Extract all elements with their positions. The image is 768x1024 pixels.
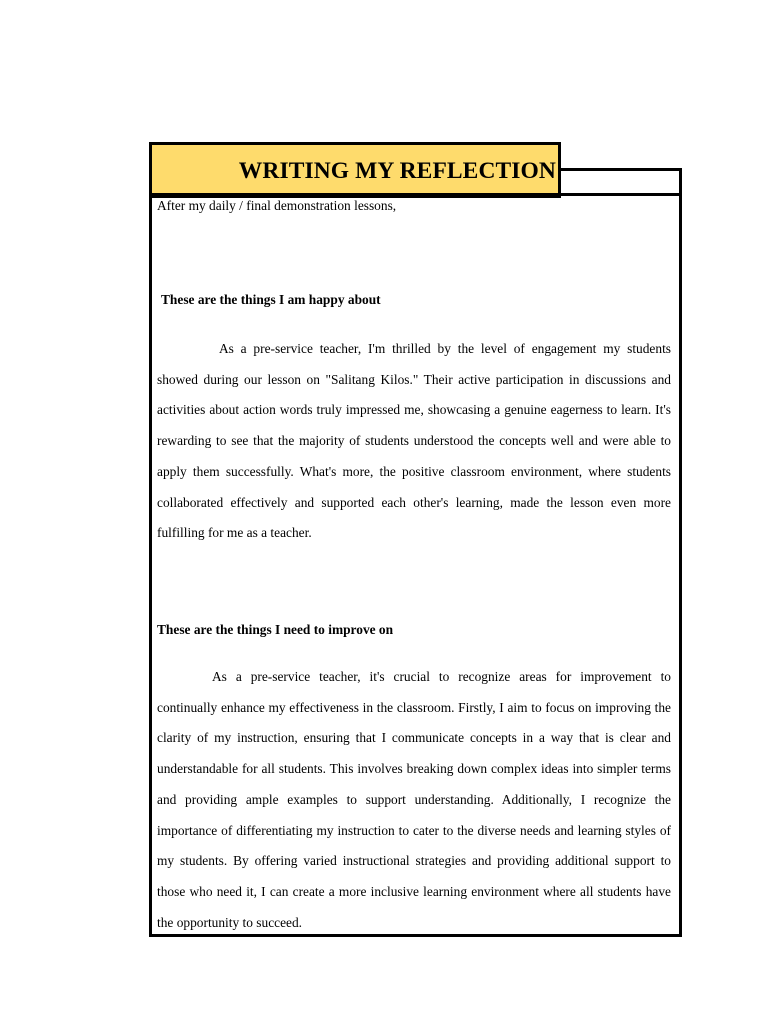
section-heading-improve: These are the things I need to improve on [157, 622, 394, 637]
page-title: WRITING MY REFLECTION [238, 157, 556, 184]
reflection-content [157, 196, 671, 933]
section-body-happy: As a pre-service teacher, I'm thrilled by the level of engagement my students showed during our lesson on "Salitang Kilos." Their active participation in discussions and activities about action words truly impressed me, showcasing a genuine eagerness to learn. It's rewarding to see that the majority of students understood the concepts well and were able to apply them successfully. What's more, the positive classroom environment, where students collaborated effectively and supported each other's learning, made the lesson even more fulfilling for me as a teacher. [157, 341, 671, 541]
section-heading-happy: These are the things I am happy about [161, 292, 381, 307]
intro-text: After my daily / final demonstration lessons, [157, 198, 397, 213]
title-banner [149, 142, 561, 198]
section-body-improve: As a pre-service teacher, it's crucial to recognize areas for improvement to continually enhance my effectiveness in the classroom. Firstly, I aim to focus on improving the clarity of my instruction, ensuring that I communicate concepts in a way that is clear and understandable for all students. This involves breaking down complex ideas into simpler terms and providing ample examples to support understanding. Additionally, I recognize the importance of differentiating my instruction to cater to the diverse needs and learning styles of my students. By offering varied instructional strategies and providing additional support to those who need it, I can create a more inclusive learning environment where all students have the opportunity to succeed. [157, 669, 671, 930]
title-divider [149, 193, 679, 196]
